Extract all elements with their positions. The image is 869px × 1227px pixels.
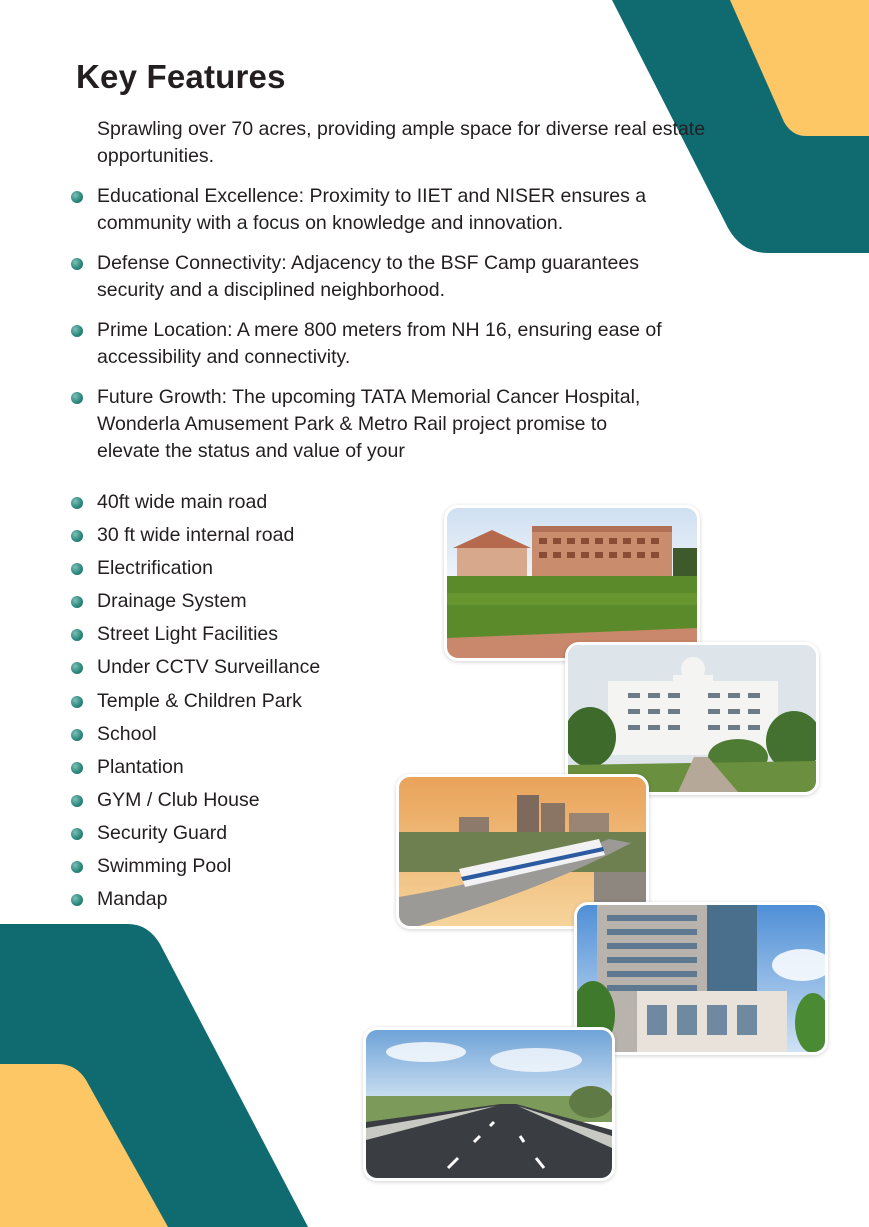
bullet-icon bbox=[71, 696, 83, 708]
bullet-icon bbox=[71, 828, 83, 840]
amenity-item bbox=[97, 486, 397, 519]
bullet-icon bbox=[71, 729, 83, 741]
feature-text: Prime Location: A mere 800 meters from NH 16, ensuring ease of accessibility and connectivity. bbox=[97, 319, 662, 368]
amenity-label: Temple & Children Park bbox=[97, 689, 302, 712]
feature-item bbox=[97, 250, 707, 304]
amenity-label: 40ft wide main road bbox=[97, 491, 268, 513]
amenity-item bbox=[97, 519, 397, 552]
amenity-label: GYM / Club House bbox=[97, 788, 260, 811]
amenity-item bbox=[97, 751, 397, 784]
feature-item bbox=[97, 384, 657, 465]
amenity-item bbox=[97, 817, 397, 850]
bullet-icon bbox=[71, 530, 83, 542]
amenity-label: Mandap bbox=[97, 888, 168, 911]
feature-text: Future Growth: The upcoming TATA Memorial Cancer Hospital, Wonderla Amusement Park & Metro Rail project promise to elevate the status and value of your bbox=[97, 386, 641, 462]
amenity-label: Swimming Pool bbox=[97, 855, 232, 878]
institute-building-photo bbox=[444, 505, 700, 661]
amenity-label: Plantation bbox=[97, 755, 184, 778]
amenity-label: Security Guard bbox=[97, 821, 228, 844]
amenity-item bbox=[97, 718, 397, 751]
bullet-icon bbox=[71, 762, 83, 774]
bullet-icon bbox=[71, 861, 83, 873]
amenity-item bbox=[97, 552, 397, 585]
feature-item bbox=[97, 116, 707, 170]
amenities-list bbox=[97, 486, 397, 916]
page-title: Key Features bbox=[76, 58, 286, 95]
feature-text: Educational Excellence: Proximity to IIET and NISER ensures a community with a focus on knowledge and innovation. bbox=[97, 185, 647, 234]
bullet-icon bbox=[71, 258, 83, 270]
amenity-item bbox=[97, 883, 397, 916]
amenity-item bbox=[97, 685, 397, 718]
amenity-item bbox=[97, 585, 397, 618]
amenity-item bbox=[97, 850, 397, 883]
amenity-item bbox=[97, 784, 397, 817]
amenity-label: Under CCTV Surveillance bbox=[97, 656, 321, 679]
feature-item bbox=[97, 183, 707, 237]
key-features-list bbox=[97, 116, 707, 478]
feature-item bbox=[97, 317, 707, 371]
amenity-label: 30 ft wide internal road bbox=[97, 524, 295, 547]
amenity-label: Drainage System bbox=[97, 590, 247, 613]
amenity-item bbox=[97, 618, 397, 651]
highway-photo bbox=[363, 1027, 615, 1181]
amenity-item bbox=[97, 651, 397, 684]
amenity-label: Electrification bbox=[97, 557, 213, 580]
bullet-icon bbox=[71, 795, 83, 807]
feature-text: Defense Connectivity: Adjacency to the BSF Camp guarantees security and a disciplined neighborhood. bbox=[97, 252, 639, 301]
amenity-label: Street Light Facilities bbox=[97, 623, 278, 646]
white-campus-building-photo bbox=[565, 642, 819, 795]
bullet-icon bbox=[71, 392, 83, 404]
bullet-icon bbox=[71, 325, 83, 337]
feature-text: Sprawling over 70 acres, providing ample space for diverse real estate opportunities. bbox=[97, 118, 706, 167]
bullet-icon bbox=[71, 191, 83, 203]
amenity-label: School bbox=[97, 722, 157, 745]
bullet-icon bbox=[71, 497, 83, 509]
